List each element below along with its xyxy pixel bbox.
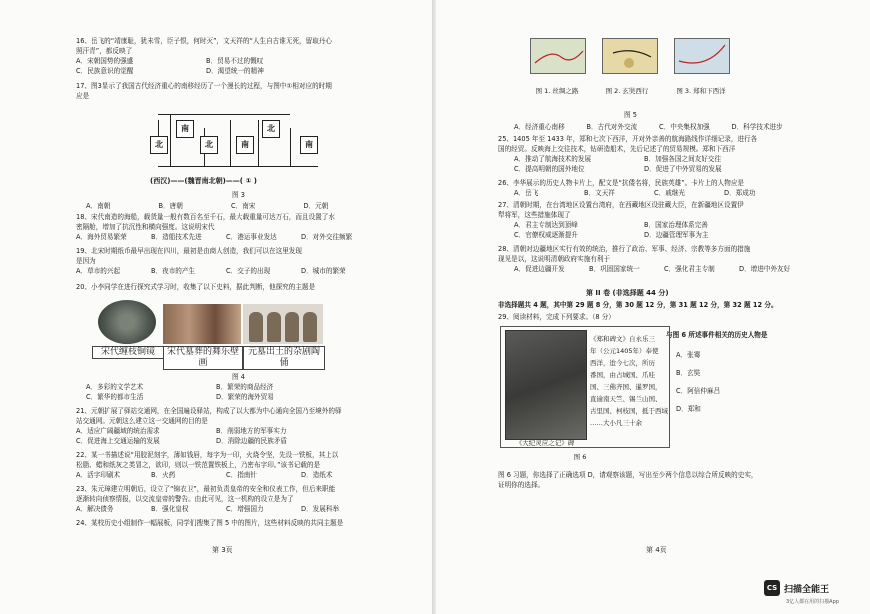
part-2-title: 第 II 卷 (非选择题 44 分) — [586, 289, 669, 297]
map-caption-3: 图 3. 郑和下西洋 — [676, 87, 726, 95]
q28-stem-cont: 现见是以，这说明清朝政府实施有利于 — [498, 255, 611, 263]
stele-line-3: 西洋，迨今七次，所历 — [590, 359, 655, 367]
stele-rubbing-image — [505, 330, 587, 440]
q19-option-b: B．夜市的产生 — [151, 267, 196, 275]
diagram-box-south-3: 南 — [300, 136, 318, 154]
figure-5-maps — [530, 38, 730, 74]
q26-option-b: B．文天祥 — [584, 189, 615, 197]
scanner-subtitle: 3亿人都在用的扫描App — [786, 599, 839, 605]
q22-stem-cont: 松脂、蜡和纸灰之类冒之，欲印，则以一铁范置铁板上，乃密布字印。”该书记载的是 — [76, 461, 321, 469]
q18-option-c: C．港运事业发达 — [226, 233, 277, 241]
q17-stem-cont: 应是 — [76, 92, 90, 100]
stele-line-1: 《郑和碑文》自永乐三 — [590, 335, 655, 343]
q27-stem: 27、清朝时期，在台湾地区设置台湾府，在西藏地区设驻藏大臣，在新疆地区设置伊 — [498, 201, 744, 209]
question-18 — [76, 212, 376, 242]
q26-option-a: A．岳飞 — [514, 189, 539, 197]
q25-stem: 25、1405 年至 1433 年，郑和七次下西洋，开对外亲善的航海路线作详细记录，进行各 — [498, 135, 758, 143]
q17-option-b: B．唐朝 — [158, 202, 183, 210]
silk-road-map-image — [530, 38, 586, 74]
question-26 — [498, 178, 794, 198]
q29-option-c: C．阿倍仲麻吕 — [676, 387, 721, 395]
stele-line-2: 年（公元1405年）奉使 — [590, 347, 659, 355]
question-22 — [76, 450, 376, 480]
q23-option-d: D．发展科举 — [301, 505, 340, 513]
diagram-box-south-1: 南 — [176, 120, 194, 138]
q25-option-c: C．提高明朝的国外地位 — [514, 165, 585, 173]
q28-option-d: D．增进中外友好 — [739, 265, 791, 273]
q25-option-d: D．促进了中外贸易的发展 — [644, 165, 722, 173]
left-page — [0, 0, 432, 614]
stele-caption: 《大纪灵应之记》碑 — [515, 439, 575, 447]
q25-option-a: A．推动了航海技术的发展 — [514, 155, 592, 163]
figure-3-diagram — [150, 98, 350, 206]
question-21 — [76, 406, 356, 446]
q24-option-b: B．古代对外交流 — [586, 123, 638, 131]
q22-option-c: C．指南针 — [226, 471, 257, 479]
figure-5-caption: 图 5 — [624, 111, 637, 119]
q18-option-d: D．对外交往频繁 — [301, 233, 353, 241]
q26-option-d: D．郑成功 — [724, 189, 756, 197]
stele-transcription — [590, 333, 668, 429]
camscanner-icon: CS — [764, 580, 780, 596]
q21-stem-cont: 站交通网。元朝这么建立这一交通网的目的是 — [76, 417, 208, 425]
q21-option-d: D．消除边疆的民族矛盾 — [216, 437, 288, 445]
q21-option-b: B．削弱地方的军事实力 — [216, 427, 287, 435]
part-2-note: 非选择题共 4 题，其中第 29 题 8 分，第 30 题 12 分，第 31 题 12 分，第 32 题 12 分。 — [498, 301, 778, 309]
question-29-stem: 29、阅读材料，完成下列要求。（8 分） — [498, 313, 615, 321]
question-20-stem: 20、小李同学在进行探究式学习时，收集了以下史料，据此判断，他探究的主题是 — [76, 283, 316, 291]
q28-stem: 28、清朝对边疆地区实行有效的统治，推行了政治、军事、经济、宗教等多方面的措施 — [498, 245, 751, 253]
q24-option-c: C．中央集权加强 — [659, 123, 710, 131]
question-27 — [498, 200, 774, 240]
image-caption-figurines: 元墓出土的杂剧陶俑 — [243, 346, 325, 370]
q16-option-d: D．渴望统一的精神 — [206, 67, 264, 75]
q20-options — [86, 382, 346, 402]
q29-instruction-line2: 证明你的选择。 — [498, 481, 545, 489]
diagram-box-north-2: 北 — [200, 136, 218, 154]
q27-stem-cont: 犁将军，这些措施体现了 — [498, 211, 571, 219]
q27-option-a: A．君主专制达到顶峰 — [514, 221, 578, 229]
q17-option-a: A．南朝 — [86, 202, 111, 210]
question-16 — [76, 36, 336, 76]
q20-option-c: C．繁华的都市生活 — [86, 393, 144, 401]
image-caption-mirror: 宋代缠枝铜镜 — [92, 346, 164, 359]
scanner-logo — [764, 580, 829, 596]
q25-stem-cont: 国的经贸。反映海上交往技术，钻研造船术，先后记述了的贸易规模。郑和下西洋 — [498, 145, 736, 153]
stele-line-8: ……大小凡三十余 — [590, 419, 642, 427]
q17-options — [86, 201, 376, 211]
q22-option-b: B．火药 — [151, 471, 176, 479]
q24-option-d: D．科学技术进步 — [731, 123, 783, 131]
q28-option-a: A．促进边疆开发 — [514, 265, 565, 273]
stele-line-4: 番国，由占城国、爪哇 — [590, 371, 655, 379]
question-19 — [76, 246, 376, 276]
question-25 — [498, 134, 774, 174]
q27-option-d: D．边疆管理军事为主 — [644, 231, 709, 239]
q18-option-b: B．造船技术先进 — [151, 233, 202, 241]
q26-stem: 26、李华展示的历史人物卡片上，配文是“抗倭名将，民族英雄”。卡片上的人物应是 — [498, 179, 745, 187]
q19-stem-cont: 是因为 — [76, 257, 96, 265]
figure-4-caption: 图 4 — [232, 373, 245, 381]
question-23 — [76, 484, 376, 514]
q19-option-d: D．城市的繁荣 — [301, 267, 346, 275]
q19-stem: 19、北宋时期纸币最早出现在四川，最初是由商人创造，我们可以在这里发现 — [76, 247, 302, 255]
q27-option-b: B．国家治理体系完善 — [644, 221, 708, 229]
opera-figurines-image — [243, 304, 323, 344]
bronze-mirror-image — [98, 300, 156, 344]
diagram-box-south-2: 南 — [236, 136, 254, 154]
q18-stem-cont: 密隔舱，增加了抗沉性和横向强度。这说明宋代 — [76, 223, 215, 231]
diagram-box-north-1: 北 — [150, 136, 168, 154]
zheng-he-map-image — [674, 38, 730, 74]
q29-question: 与图 6 所述事件相关的历史人物是 — [666, 331, 768, 339]
q16-option-a: A．宋朝国势的强盛 — [76, 57, 134, 65]
q23-option-a: A．解决债务 — [76, 505, 114, 513]
scanner-logo-text: 扫描全能王 — [784, 584, 830, 595]
map-caption-1: 图 1. 丝绸之路 — [535, 87, 579, 95]
question-24-stem: 24、某校历史小组制作一幅展板，同学们搜集了图 5 中的图片，这些材料反映的共同主题是 — [76, 519, 344, 527]
q29-instruction-line1: 图 6 习题，你选择了正确选项 D，请观察该题，写出至少两个信息以综合所反映的史实， — [498, 471, 758, 479]
q17-option-c: C．南宋 — [231, 202, 256, 210]
q20-option-a: A．多彩的文学艺术 — [86, 383, 144, 391]
q23-stem: 23、朱元璋建立明朝后，设立了“锦衣卫”，最初负责皇帝的安全和仪表工作，但后来职能 — [76, 485, 336, 493]
q18-option-a: A．海外贸易繁荣 — [76, 233, 127, 241]
q29-option-d: D．郑和 — [676, 405, 701, 413]
map-caption-2: 图 2. 玄奘西行 — [605, 87, 649, 95]
q23-option-b: B．强化皇权 — [151, 505, 189, 513]
xuanzang-map-image — [602, 38, 658, 74]
q24-options — [514, 122, 804, 132]
q20-option-d: D．繁荣的海外贸易 — [216, 393, 274, 401]
page-number-left: 第 3页 — [212, 546, 233, 554]
q23-stem-cont: 逐渐转向侦察情报，以交流皇帝的警告。由此可见，这一机构的设立是为了 — [76, 495, 294, 503]
q19-option-a: A．草市的兴起 — [76, 267, 121, 275]
q28-option-c: C．强化君主专制 — [664, 265, 715, 273]
q21-option-c: C．促进海上交通运输的发展 — [76, 437, 160, 445]
q16-option-c: C．民族意识的觉醒 — [76, 67, 134, 75]
q29-instruction — [498, 470, 758, 490]
question-28 — [498, 244, 814, 274]
q27-option-c: C．官僚权威逐渐提升 — [514, 231, 578, 239]
q22-option-a: A．活字印刷术 — [76, 471, 121, 479]
q18-stem: 18、宋代南造的海船，载货量一般有数百名至千石，最大载重量可达万石，而且设置了水 — [76, 213, 335, 221]
q17-option-d: D．元朝 — [303, 202, 329, 210]
q29-option-a: A．张骞 — [676, 351, 701, 359]
q21-stem: 21、元朝扩展了驿站交通网，在全国遍设驿站，构成了以大都为中心通向全国乃至境外的驿 — [76, 407, 342, 415]
q29-option-b: B．玄奘 — [676, 369, 701, 377]
q28-option-b: B．巩固国家统一 — [589, 265, 640, 273]
q21-option-a: A．适应广阔疆域的统治需求 — [76, 427, 160, 435]
stele-line-7: 古里国、柯枝国，抵于西域 — [590, 407, 668, 415]
q16-stem-cont: 照汗青”，都反映了 — [76, 47, 133, 55]
image-caption-mural: 宋代墓葬的舞乐壁画 — [163, 346, 243, 370]
q29-options — [676, 350, 720, 414]
q25-option-b: B．加强各国之间友好交往 — [644, 155, 722, 163]
q22-option-d: D．造纸术 — [301, 471, 333, 479]
q16-stem: 16、岳飞的“靖康耻，犹未雪，臣子恨，何时灭”，文天祥的“人生自古谁无死，留取丹心 — [76, 37, 333, 45]
stele-line-5: 国、三佛齐国、暹罗国， — [590, 383, 662, 391]
figure-3-timeline: (西汉)——(魏晋南北朝)——( ① ) — [150, 177, 257, 185]
figure-6-caption: 图 6 — [573, 453, 587, 461]
q23-option-c: C．增强国力 — [226, 505, 264, 513]
q17-stem: 17、图3显示了我国古代经济重心的南移经历了一个漫长的过程，与图中①相对应的时期 — [76, 82, 332, 90]
tomb-mural-image — [163, 304, 241, 344]
stele-line-6: 直逾南天竺、锡兰山国、 — [590, 395, 662, 403]
q22-stem: 22、某一书描述说“用胶泥刻字，薄如钱唇，每字为一印，火烧令坚，先设一铁板，其上以 — [76, 451, 339, 459]
page-number-right: 第 4页 — [646, 546, 667, 554]
right-page — [436, 0, 870, 614]
q20-option-b: B．繁荣的商品经济 — [216, 383, 274, 391]
q19-option-c: C．交子的出现 — [226, 267, 271, 275]
diagram-box-north-3: 北 — [262, 120, 280, 138]
figure-3-caption: 图 3 — [232, 191, 245, 199]
q16-option-b: B．贸易不过的慨叹 — [206, 57, 264, 65]
q24-option-a: A．经济重心南移 — [514, 123, 565, 131]
q26-option-c: C．戚继光 — [654, 189, 685, 197]
